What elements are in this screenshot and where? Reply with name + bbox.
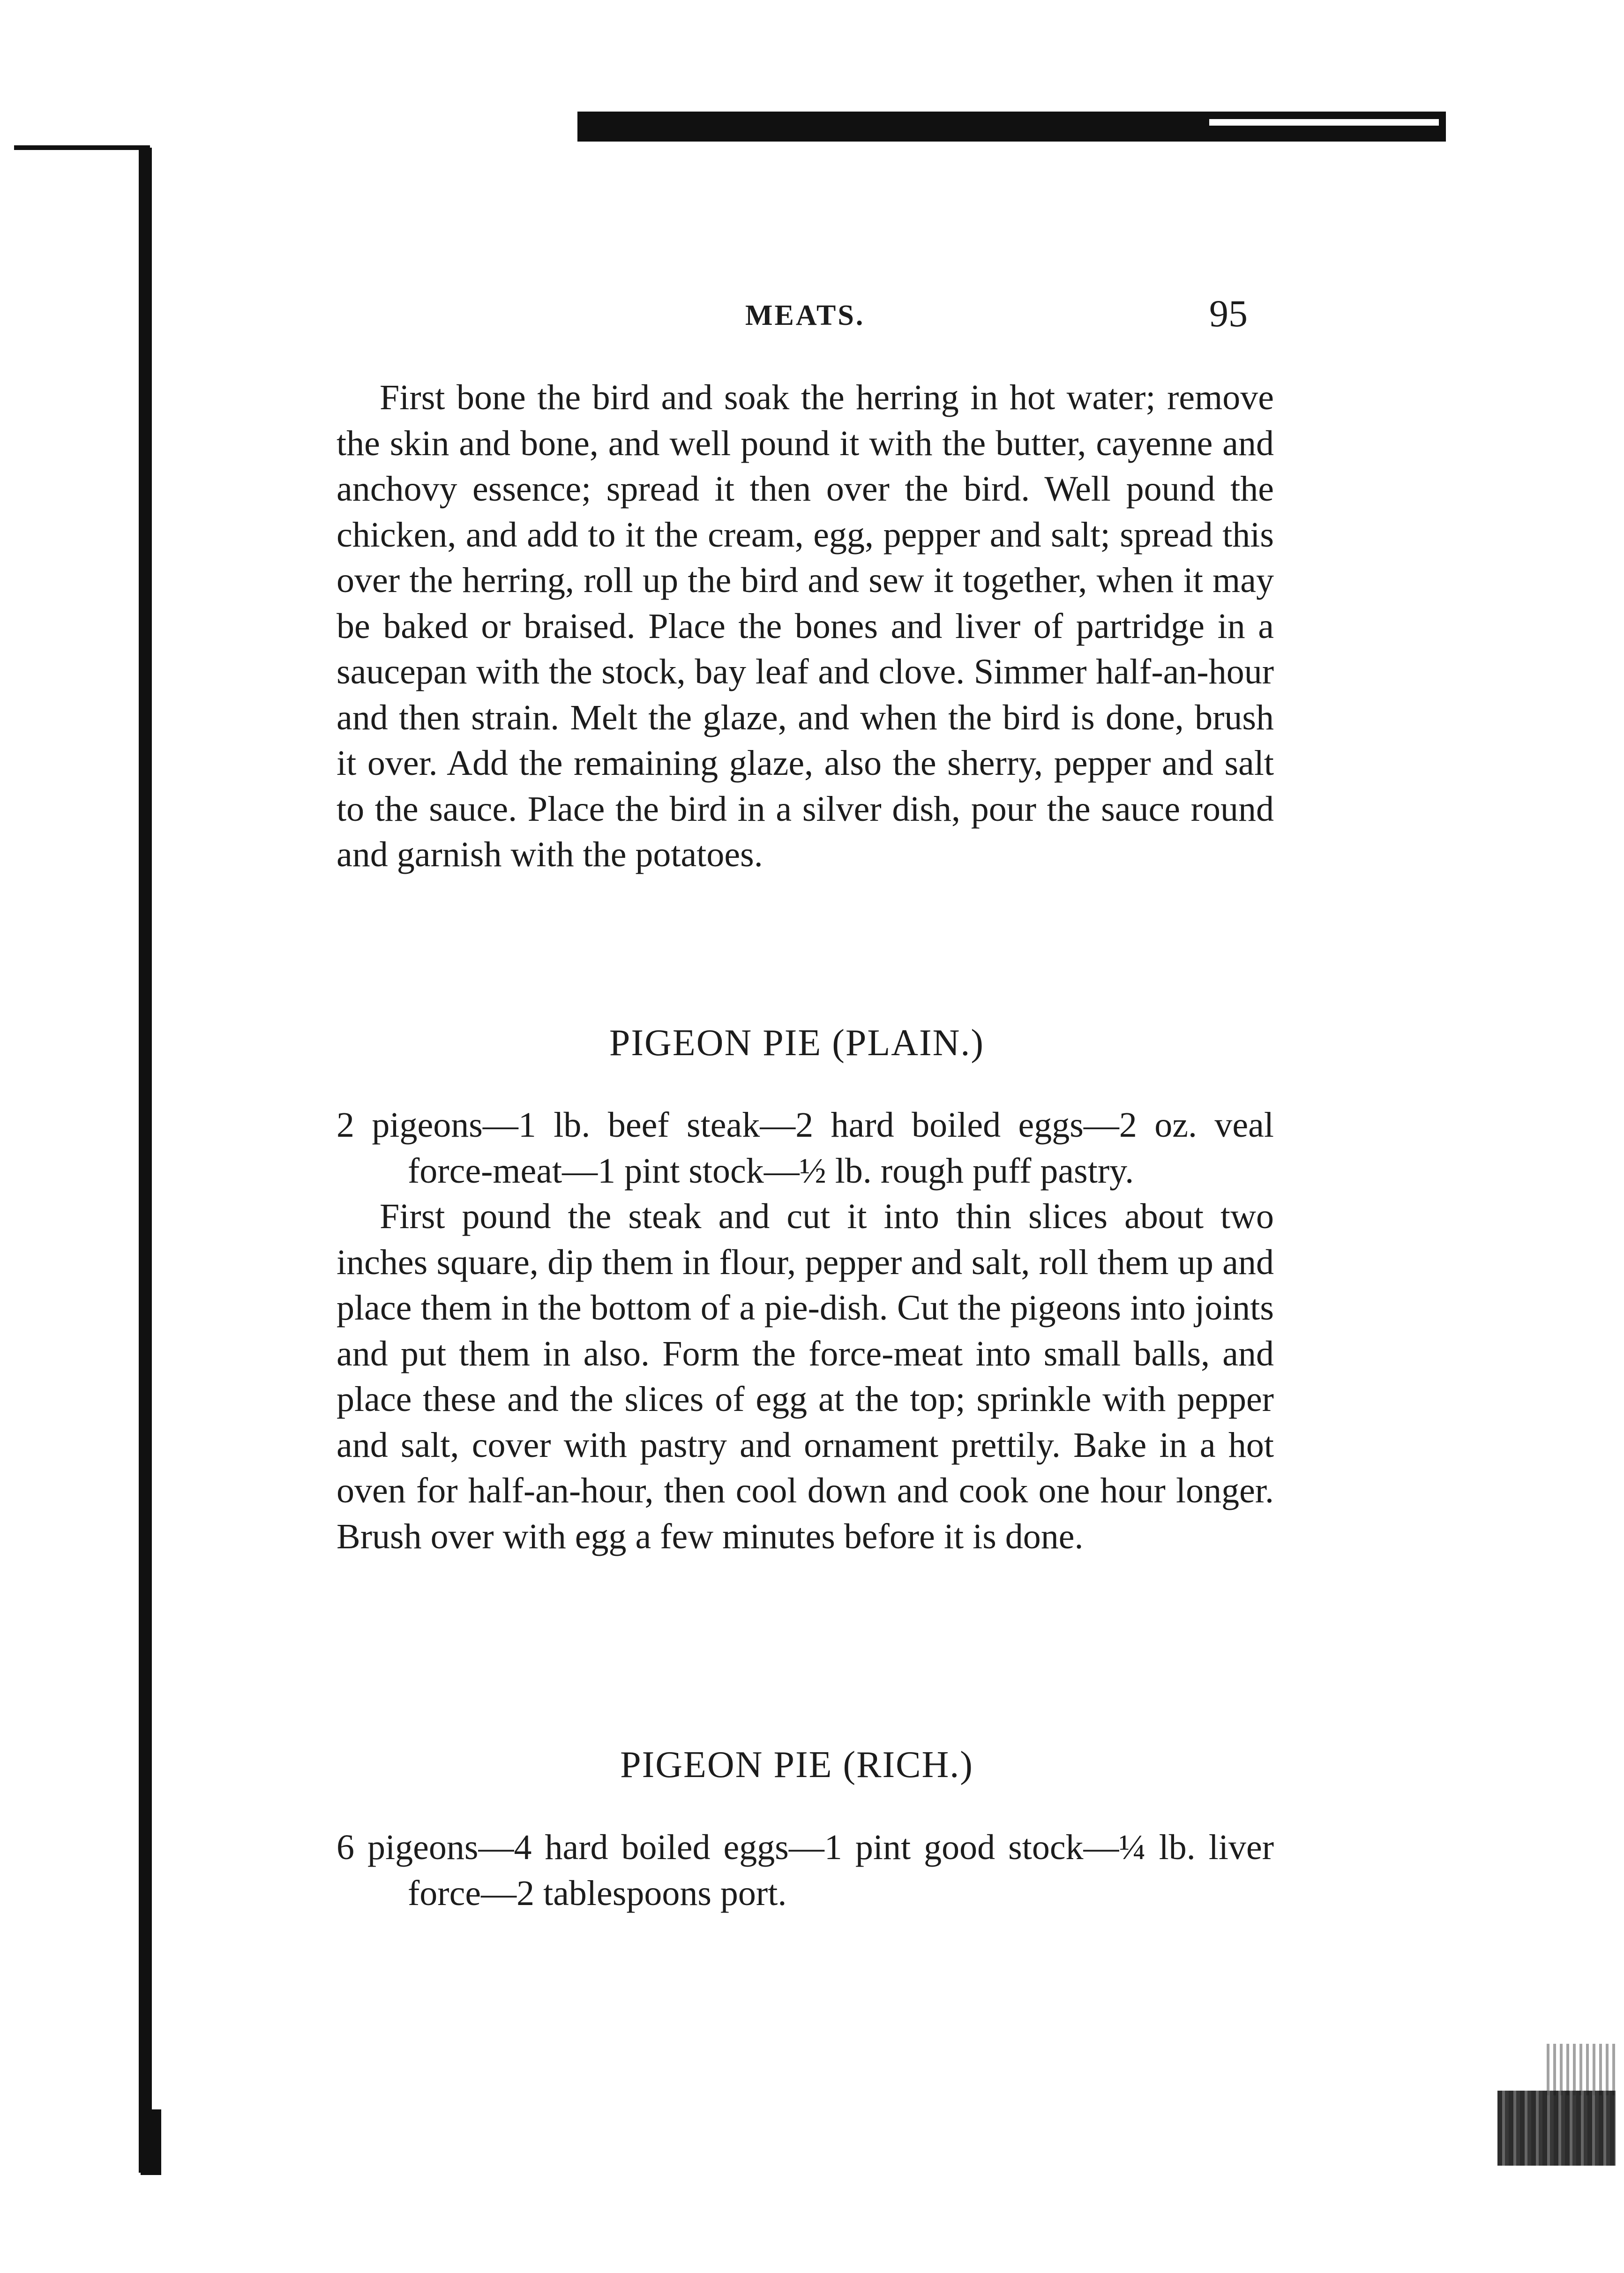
running-head: MEATS. [745, 300, 865, 331]
scan-left-edge-bottom [141, 2109, 161, 2175]
scan-left-tick [14, 145, 150, 150]
scan-left-edge [139, 148, 152, 2173]
scan-corner-smudge [1497, 2091, 1616, 2166]
scan-top-bar [577, 112, 1446, 142]
partridge-method-paragraph: First bone the bird and soak the herring in hot water; remove the skin and bone, and well pound it with the butter, cayenne and anchovy essence; spread it then over the bird. Well pound the chicken, and add to it the cream, egg, pepper and salt; spread this over the herring, roll up the bird and sew it together, when it may be baked or braised. Place the bones and liver of partridge in a saucepan with the stock, bay leaf and clove. Simmer half-an-hour and then strain. Melt the glaze, and when the bird is done, brush it over. Add the remaining glaze, also the sherry, pepper and salt to the sauce. Place the bird in a silver dish, pour the sauce round and garnish with the potatoes. [337, 378, 1274, 874]
partridge-method-block [337, 375, 1274, 878]
pigeon-pie-rich-block [337, 1825, 1274, 1916]
pigeon-pie-plain-block [337, 1103, 1274, 1560]
pigeon-pie-plain-ingredients: 2 pigeons—1 lb. beef steak—2 hard boiled eggs—2 oz. veal force-meat—1 pint stock—½ lb. rough puff pastry. [337, 1105, 1274, 1191]
pigeon-pie-plain-heading: PIGEON PIE (PLAIN.) [609, 1022, 985, 1064]
scan-corner-noise [1547, 2044, 1616, 2095]
page-number: 95 [1209, 292, 1248, 335]
pigeon-pie-rich-ingredients: 6 pigeons—4 hard boiled eggs—1 pint good stock—¼ lb. liver force—2 tablespoons port. [337, 1828, 1274, 1913]
scan-top-bar-gap [1209, 119, 1439, 126]
pigeon-pie-rich-heading: PIGEON PIE (RICH.) [620, 1744, 973, 1785]
pigeon-pie-plain-method: First pound the steak and cut it into thin slices about two inches square, dip them in flour, pepper and salt, roll them up and place them in the bottom of a pie-dish. Cut the pigeons into joints and put them in also. Form the force-meat into small balls, and place these and the slices of egg at the top; sprinkle with pepper and salt, cover with pastry and ornament prettily. Bake in a hot oven for half-an-hour, then cool down and cook one hour longer. Brush over with egg a few minutes before it is done. [337, 1197, 1274, 1556]
